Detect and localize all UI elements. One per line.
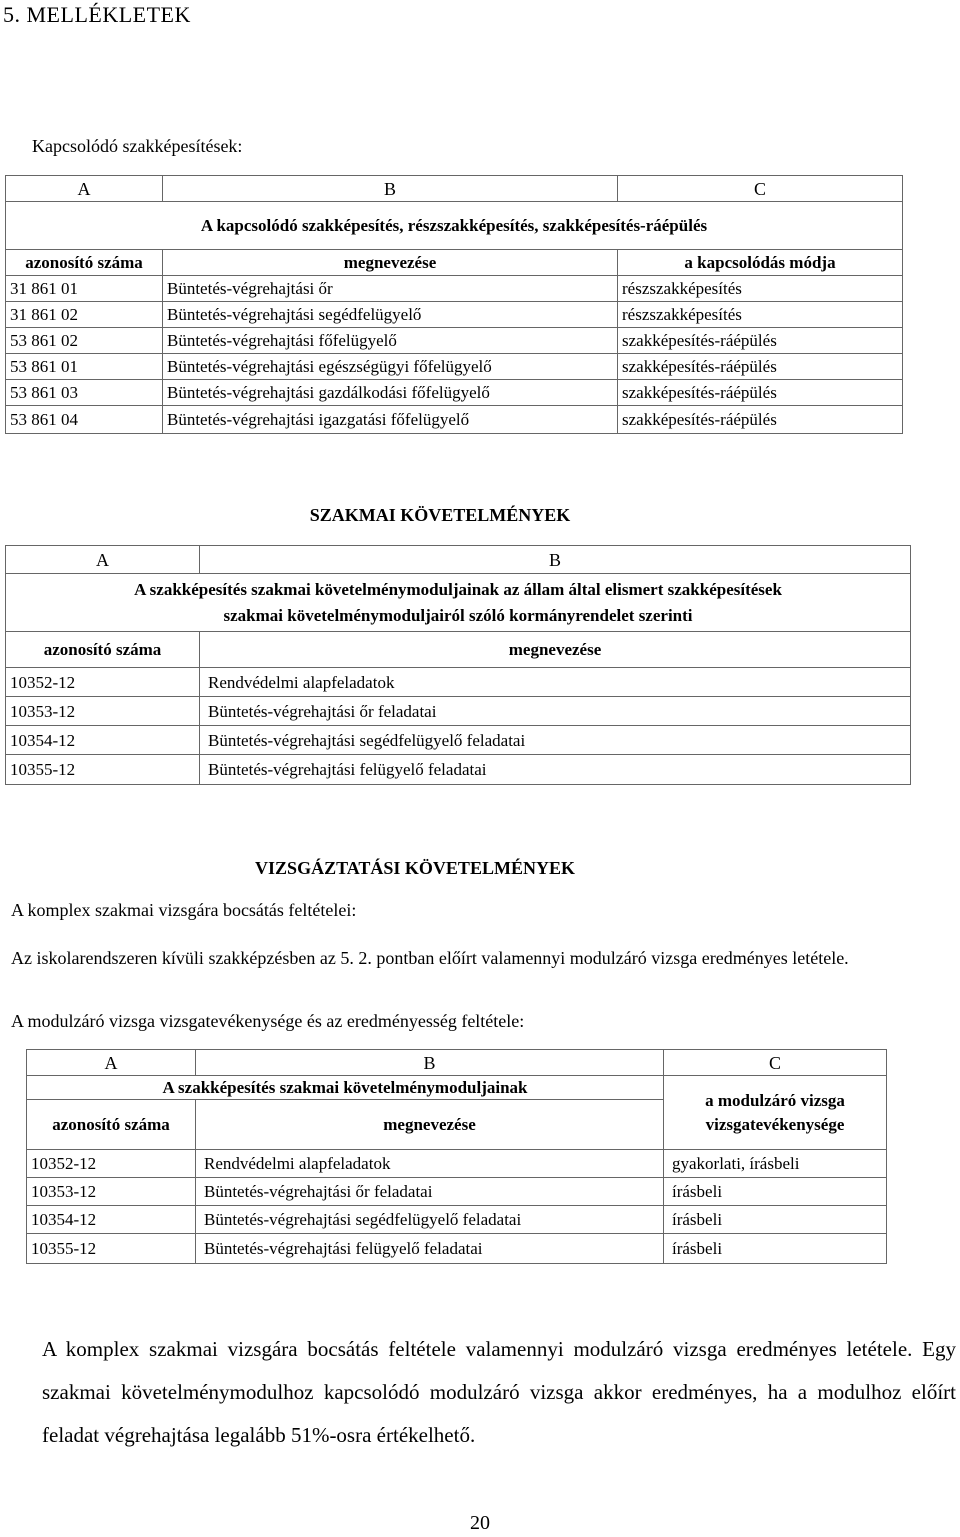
professional-requirements-heading: SZAKMAI KÖVETELMÉNYEK: [309, 505, 571, 525]
table-row: [6, 276, 903, 302]
table-title-line-1: A szakképesítés szakmai követelménymoduljainak az állam által elismert szakképesítések: [134, 579, 782, 599]
cell-mode: szakképesítés-ráépülés: [618, 380, 903, 406]
cell-name: Rendvédelmi alapfeladatok: [196, 1150, 664, 1178]
table-row: [27, 1234, 887, 1264]
table-row: [6, 755, 911, 785]
cell-id: 31 861 01: [6, 276, 163, 302]
cell-name: Büntetés-végrehajtási felügyelő feladatai: [196, 1234, 664, 1264]
cell-activity: írásbeli: [664, 1206, 887, 1234]
cell-mode: szakképesítés-ráépülés: [618, 328, 903, 354]
header-activity: [664, 1076, 887, 1150]
cell-name: Büntetés-végrehajtási őr: [163, 276, 618, 302]
cell-name: Büntetés-végrehajtási gazdálkodási főfelügyelő: [163, 380, 618, 406]
column-letter-c: C: [664, 1050, 887, 1076]
cell-id: 10355-12: [27, 1234, 196, 1264]
table-row: [6, 668, 911, 697]
cell-id: 10352-12: [27, 1150, 196, 1178]
cell-mode: szakképesítés-ráépülés: [618, 406, 903, 434]
header-name: megnevezése: [163, 250, 618, 276]
header-activity-line-2: vizsgatevékenysége: [705, 1114, 845, 1134]
table-row: [6, 328, 903, 354]
professional-requirements-table: [5, 545, 911, 785]
module-exam-table: [26, 1049, 887, 1264]
cell-name: Büntetés-végrehajtási egészségügyi főfelügyelő: [163, 354, 618, 380]
header-name: megnevezése: [196, 1100, 664, 1150]
cell-id: 10355-12: [6, 755, 200, 785]
cell-name: Büntetés-végrehajtási segédfelügyelő feladatai: [196, 1206, 664, 1234]
header-id: azonosító száma: [6, 632, 200, 668]
cell-id: 53 861 02: [6, 328, 163, 354]
column-letter-c: C: [618, 176, 903, 202]
table-row: [27, 1178, 887, 1206]
table-title-line-2: szakmai követelménymoduljairól szóló kormányrendelet szerinti: [223, 605, 693, 625]
page-number: 20: [470, 1512, 490, 1534]
header-mode: a kapcsolódás módja: [618, 250, 903, 276]
related-qualifications-caption: Kapcsolódó szakképesítések:: [32, 136, 243, 156]
table-row: [6, 302, 903, 328]
cell-activity: írásbeli: [664, 1234, 887, 1264]
cell-id: 31 861 02: [6, 302, 163, 328]
table-row: [6, 354, 903, 380]
cell-name: Büntetés-végrehajtási segédfelügyelő feladatai: [200, 726, 911, 755]
cell-name: Büntetés-végrehajtási segédfelügyelő: [163, 302, 618, 328]
section-heading: 5. MELLÉKLETEK: [3, 2, 191, 27]
cell-id: 53 861 03: [6, 380, 163, 406]
cell-name: Büntetés-végrehajtási felügyelő feladatai: [200, 755, 911, 785]
cell-name: Büntetés-végrehajtási őr feladatai: [196, 1178, 664, 1206]
table-row: [6, 726, 911, 755]
cell-name: Büntetés-végrehajtási főfelügyelő: [163, 328, 618, 354]
table-title: A kapcsolódó szakképesítés, részszakképesítés, szakképesítés-ráépülés: [6, 202, 903, 250]
exam-requirements-heading: VIZSGÁZTATÁSI KÖVETELMÉNYEK: [255, 858, 575, 878]
table-row: [27, 1206, 887, 1234]
table-title: [6, 574, 911, 632]
header-id: azonosító száma: [27, 1100, 196, 1150]
column-letter-b: B: [196, 1050, 664, 1076]
cell-name: Büntetés-végrehajtási őr feladatai: [200, 697, 911, 726]
column-letter-a: A: [27, 1050, 196, 1076]
cell-id: 53 861 04: [6, 406, 163, 434]
cell-id: 10354-12: [27, 1206, 196, 1234]
table-row: [6, 406, 903, 434]
cell-id: 53 861 01: [6, 354, 163, 380]
exam-conditions-text: Az iskolarendszeren kívüli szakképzésben az 5. 2. pontban előírt valamennyi modulzáró vizsga eredményes letétele.: [11, 948, 849, 968]
cell-activity: gyakorlati, írásbeli: [664, 1150, 887, 1178]
table-row: [27, 1150, 887, 1178]
cell-name: Büntetés-végrehajtási igazgatási főfelügyelő: [163, 406, 618, 434]
table-title: A szakképesítés szakmai követelménymoduljainak: [27, 1076, 664, 1100]
column-letter-a: A: [6, 546, 200, 574]
cell-name: Rendvédelmi alapfeladatok: [200, 668, 911, 697]
cell-id: 10352-12: [6, 668, 200, 697]
cell-mode: szakképesítés-ráépülés: [618, 354, 903, 380]
module-exam-label: A modulzáró vizsga vizsgatevékenysége és az eredményesség feltétele:: [11, 1011, 525, 1031]
header-id: azonosító száma: [6, 250, 163, 276]
column-letter-b: B: [163, 176, 618, 202]
cell-id: 10354-12: [6, 726, 200, 755]
column-letter-a: A: [6, 176, 163, 202]
cell-id: 10353-12: [27, 1178, 196, 1206]
cell-id: 10353-12: [6, 697, 200, 726]
body-paragraph: A komplex szakmai vizsgára bocsátás feltétele valamennyi modulzáró vizsga eredményes letétele. Egy szakmai követelménymodulhoz kapcsolódó modulzáró vizsga akkor eredményes, ha a modulhoz előírt feladat végrehajtása legalább 51%-osra értékelhető.: [42, 1337, 956, 1447]
header-name: megnevezése: [200, 632, 911, 668]
column-letter-b: B: [200, 546, 911, 574]
related-qualifications-table: [5, 175, 903, 434]
cell-mode: részszakképesítés: [618, 302, 903, 328]
exam-conditions-label: A komplex szakmai vizsgára bocsátás feltételei:: [11, 900, 357, 920]
table-row: [6, 697, 911, 726]
cell-activity: írásbeli: [664, 1178, 887, 1206]
table-row: [6, 380, 903, 406]
header-activity-line-1: a modulzáró vizsga: [705, 1090, 845, 1110]
cell-mode: részszakképesítés: [618, 276, 903, 302]
